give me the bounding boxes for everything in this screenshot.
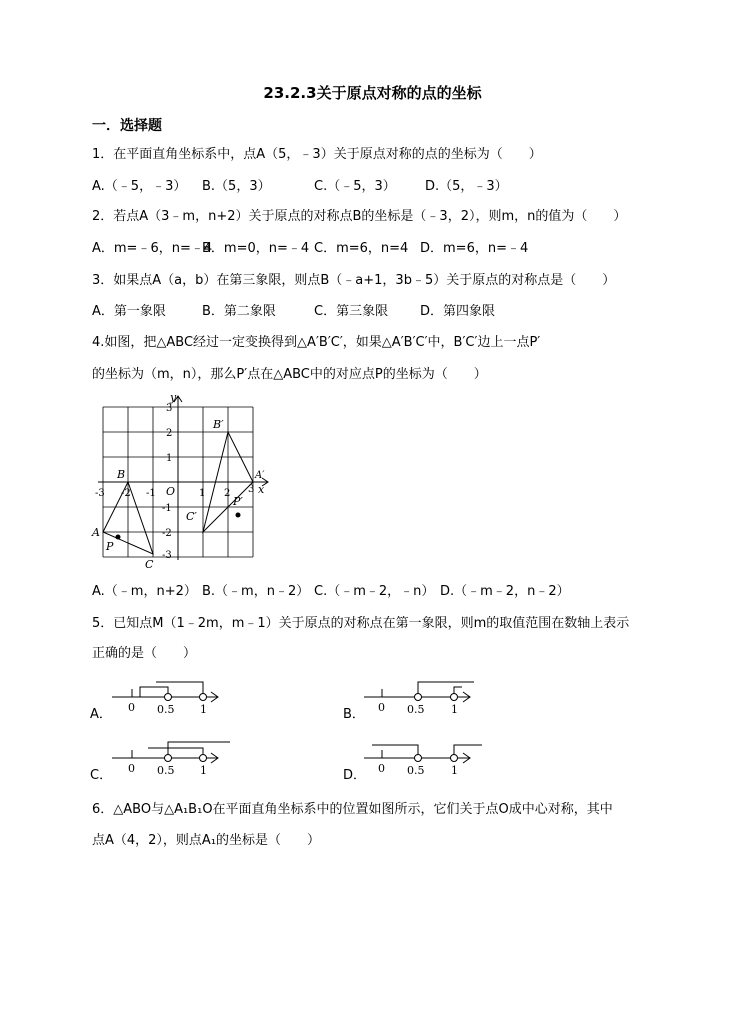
q2-option-a: A．m=﹣6，n=﹣4 [92,241,213,256]
q4-option-d: D.（﹣m﹣2，n﹣2） [440,584,570,599]
range-right [168,742,230,758]
range-right [156,682,203,697]
x-tick: -2 [121,488,131,499]
q4-stem-line2: 的坐标为（m，n），那么P′点在△ABC中的对应点P的坐标为（ ） [92,367,487,382]
q5-option-b-label: B． [343,707,365,722]
number-line-b [362,675,482,720]
label-b: B [117,468,126,481]
tick-label-0: 0 [128,701,135,714]
y-axis-label: y [170,392,177,404]
tick-label-half: 0.5 [407,764,425,777]
x-axis-label: x [258,483,265,496]
y-tick: 3 [166,403,173,414]
q5-option-c-label: C． [90,768,113,783]
number-line-a [110,675,230,720]
q4-option-a: A.（﹣m，n+2） [92,584,197,599]
open-point-one [200,694,207,701]
tick-label-0: 0 [128,762,135,775]
q4-option-c: C.（﹣m﹣2，﹣n） [314,584,435,599]
q3-stem: 3．如果点A（a，b）在第三象限，则点B（﹣a+1，3b﹣5）关于原点的对称点是（ ） [92,273,616,288]
label-c-prime: C′ [186,510,197,523]
point-p-prime-dot [236,513,241,518]
label-b-prime: B′ [213,418,224,431]
open-point-one [451,755,458,762]
x-tick: 1 [199,488,206,499]
range-left [372,745,418,758]
tick-label-one: 1 [451,764,458,777]
q1-option-c: C.（﹣5，3） [314,179,396,194]
number-line-d [362,736,487,781]
q6-stem-line1: 6．△ABO与△A₁B₁O在平面直角坐标系中的位置如图所示，它们关于点O成中心对称，其中 [92,802,613,817]
label-p: P [106,540,114,553]
q4-stem-line1: 4.如图，把△ABC经过一定变换得到△A′B′C′，如果△A′B′C′中，B′C′边上一点P′ [92,335,541,350]
q3-option-c: C．第三象限 [314,304,389,319]
x-tick: -3 [95,488,105,499]
coordinate-figure [88,392,278,572]
number-line-c [110,736,235,781]
tick-label-half: 0.5 [157,703,175,716]
section-heading: 一．选择题 [92,118,162,134]
open-point-half [415,755,422,762]
open-point-half [165,694,172,701]
tick-label-0: 0 [378,701,385,714]
tick-label-half: 0.5 [157,764,175,777]
open-point-one [451,694,458,701]
q3-option-b: B．第二象限 [202,304,276,319]
point-p-dot [116,535,121,540]
y-tick: -3 [162,550,172,561]
y-tick: 2 [166,428,173,439]
open-point-half [415,694,422,701]
q5-stem-line1: 5．已知点M（1﹣2m，m﹣1）关于原点的对称点在第一象限，则m的取值范围在数轴上表示 [92,616,630,631]
origin-label: O [166,485,176,498]
tick-label-one: 1 [451,703,458,716]
q5-stem-line2: 正确的是（ ） [92,646,197,661]
label-a-prime: A′ [255,470,265,481]
y-tick: -1 [162,503,172,514]
open-point-half [165,755,172,762]
x-tick: -1 [146,488,156,499]
page-title: 23.2.3关于原点对称的点的坐标 [263,84,482,102]
q3-option-d: D．第四象限 [420,304,496,319]
tick-label-half: 0.5 [407,703,425,716]
q2-option-c: C．m=6，n=4 [314,241,409,256]
q2-stem: 2．若点A（3﹣m，n+2）关于原点的对称点B的坐标是（﹣3，2），则m，n的值为（ ） [92,209,627,224]
q5-option-a-label: A． [90,707,112,722]
q6-stem-line2: 点A（4，2），则点A₁的坐标是（ ） [92,833,321,848]
x-tick: 2 [224,488,231,499]
y-tick: 1 [166,453,173,464]
tick-label-one: 1 [200,703,207,716]
label-p-prime: P′ [233,495,243,508]
x-tick: 3 [248,484,255,495]
y-tick: -2 [162,528,172,539]
q3-option-a: A．第一象限 [92,304,166,319]
q4-option-b: B.（﹣m，n﹣2） [202,584,310,599]
q2-option-b: B．m=0，n=﹣4 [202,241,310,256]
open-point-one [200,755,207,762]
tick-label-0: 0 [378,762,385,775]
range-right-long [418,682,474,697]
range-left [148,748,203,754]
tick-label-one: 1 [200,764,207,777]
q1-option-a: A.（﹣5，﹣3） [92,179,187,194]
label-a: A [92,526,100,539]
q5-option-d-label: D． [343,768,367,783]
range-left [140,687,168,697]
q1-option-b: B.（5，3） [202,179,271,194]
q1-stem: 1．在平面直角坐标系中，点A（5，﹣3）关于原点对称的点的坐标为（ ） [92,147,542,162]
q1-option-d: D.（5，﹣3） [425,179,508,194]
label-c: C [145,558,154,571]
q2-option-d: D．m=6，n=﹣4 [420,241,529,256]
